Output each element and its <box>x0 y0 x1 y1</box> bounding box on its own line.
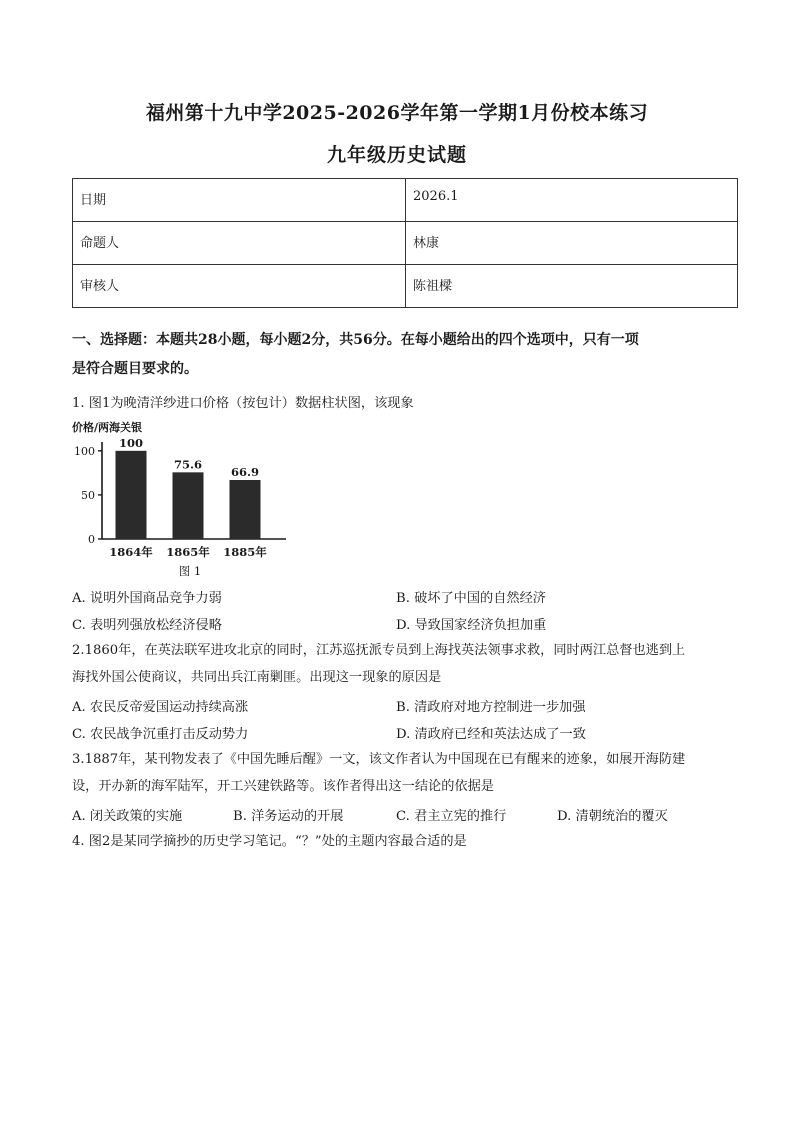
chart-data-label: 75.6 <box>173 457 203 472</box>
exam-subtitle: 九年级历史试题 <box>326 144 467 166</box>
table-row <box>73 222 738 265</box>
q3-stem-line1: 3.1887年，某刊物发表了《中国先睡后醒》一文，该文作者认为中国现在已有醒来的迹象，如展开海防建 <box>72 752 686 767</box>
table-row <box>73 265 738 308</box>
info-value-reviewer: 陈祖樑 <box>406 265 738 308</box>
section-heading-line1: 一、选择题：本题共28小题，每小题2分，共56分。在每小题给出的四个选项中，只有一项 <box>72 332 639 348</box>
info-label-reviewer: 审核人 <box>73 265 406 308</box>
q2-stem-line1: 2.1860年，在英法联军进攻北京的同时，江苏巡抚派专员到上海找英法领事求救，同时两江总督也逃到上 <box>72 643 686 658</box>
chart-caption: 图 1 <box>178 564 202 578</box>
q2-option-c[interactable]: C. 农民战争沉重打击反动势力 <box>72 727 249 742</box>
chart-data-label: 66.9 <box>230 465 260 480</box>
chart-y-tick-label: 0 <box>88 533 95 546</box>
chart-y-tick-label: 50 <box>81 488 95 502</box>
q1-stem: 1. 图1为晚清洋纱进口价格（按包计）数据柱状图，该现象 <box>72 396 414 411</box>
q2-option-d[interactable]: D. 清政府已经和英法达成了一致 <box>396 727 586 742</box>
section-heading <box>72 326 740 384</box>
chart-ylabel: 价格/两海关银 <box>72 421 143 434</box>
q3-stem-line2: 设，开办新的海军陆军，开工兴建铁路等。该作者得出这一结论的依据是 <box>72 779 494 794</box>
exam-title: 福州第十九中学2025-2026学年第一学期1月份校本练习 <box>145 102 649 124</box>
table-row <box>73 179 738 222</box>
chart-y-tick-label: 100 <box>74 444 95 458</box>
chart-x-tick-label: 1864年 <box>109 545 153 559</box>
info-value-author: 林康 <box>406 222 738 265</box>
q1-option-c[interactable]: C. 表明列强放松经济侵略 <box>72 618 222 633</box>
section-heading-line2: 是符合题目要求的。 <box>72 361 198 377</box>
q2-stem-line2: 海找外国公使商议，共同出兵江南剿匪。出现这一现象的原因是 <box>72 670 442 685</box>
chart-bar <box>230 480 261 539</box>
info-label-author: 命题人 <box>73 222 406 265</box>
q1-option-b[interactable]: B. 破坏了中国的自然经济 <box>396 591 546 606</box>
chart-bar <box>116 451 147 539</box>
figure-1-bar-chart <box>70 420 300 580</box>
q2-option-b[interactable]: B. 清政府对地方控制进一步加强 <box>396 700 586 715</box>
q4-stem: 4. 图2是某同学摘抄的历史学习笔记。“？”处的主题内容最合适的是 <box>72 834 467 849</box>
q2-option-a[interactable]: A. 农民反帝爱国运动持续高涨 <box>72 700 249 715</box>
chart-x-tick-label: 1885年 <box>223 545 267 559</box>
q1-option-d[interactable]: D. 导致国家经济负担加重 <box>396 618 547 633</box>
q1-option-a[interactable]: A. 说明外国商品竞争力弱 <box>72 591 222 606</box>
q3-option-a[interactable]: A. 闭关政策的实施 <box>72 809 183 824</box>
q3-option-d[interactable]: D. 清朝统治的覆灭 <box>557 809 668 824</box>
chart-bar <box>173 472 204 539</box>
info-table <box>72 178 738 308</box>
info-value-date: 2026.1 <box>406 179 738 222</box>
q3-option-c[interactable]: C. 君主立宪的推行 <box>396 809 507 824</box>
chart-x-tick-label: 1865年 <box>166 545 210 559</box>
chart-x-labels <box>109 545 267 559</box>
info-label-date: 日期 <box>73 179 406 222</box>
chart-data-label: 100 <box>118 435 144 450</box>
q3-option-b[interactable]: B. 洋务运动的开展 <box>233 809 344 824</box>
